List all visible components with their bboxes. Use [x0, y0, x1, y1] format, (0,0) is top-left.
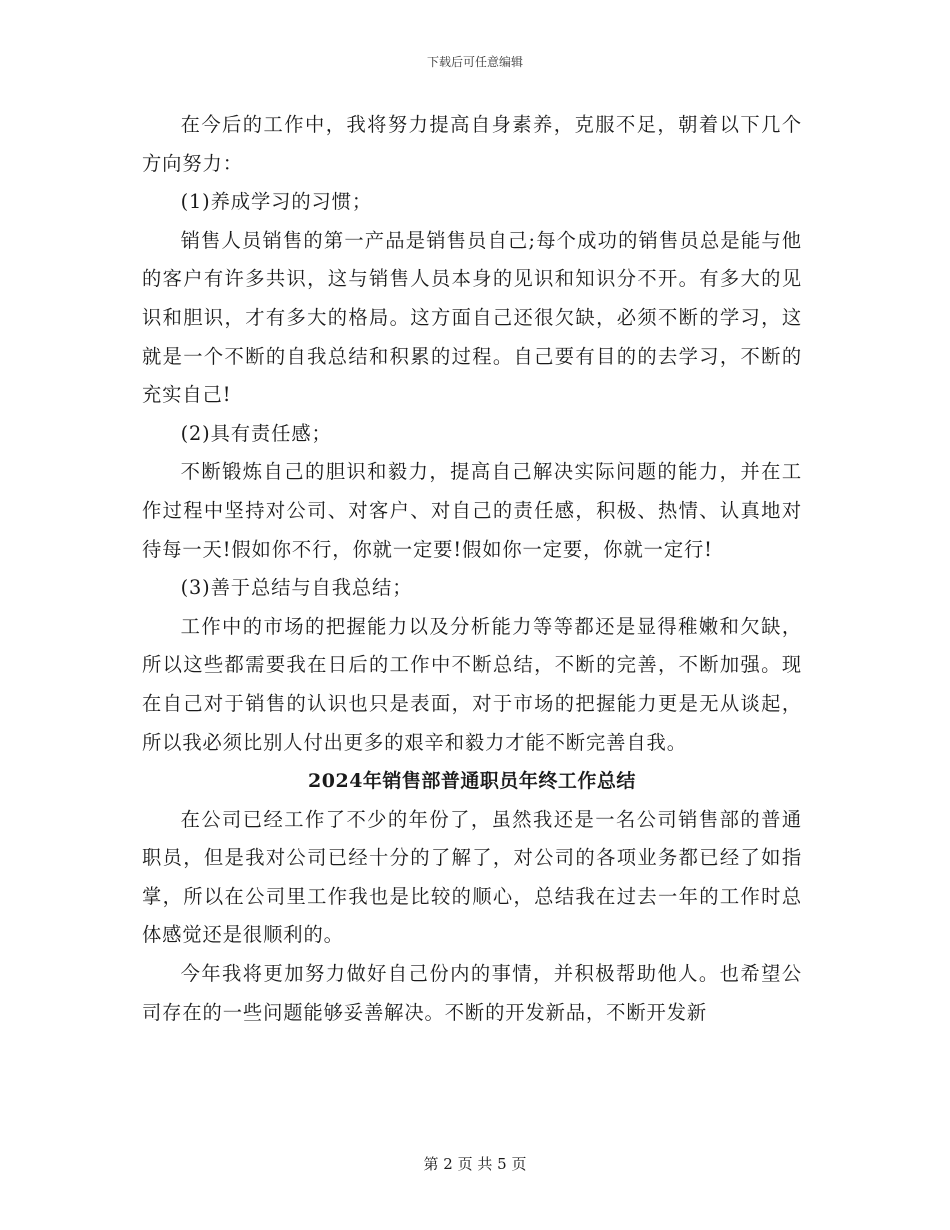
document-body: [142, 106, 802, 1032]
section-heading-learning: (1)养成学习的习惯；: [180, 190, 373, 214]
section-heading-summary: (3)善于总结与自我总结；: [180, 576, 413, 600]
paragraph-responsibility: 不断锻炼自己的胆识和毅力，提高自己解决实际问题的能力，并在工作过程中坚持对公司、对客户、对自己的责任感，积极、热情、认真地对待每一天!假如你不行，你就一定要!假如你一定要，你就一定行!: [142, 460, 802, 561]
paragraph-summary: 工作中的市场的把握能力以及分析能力等等都还是显得稚嫩和欠缺，所以这些都需要我在日后的工作中不断总结，不断的完善，不断加强。现在自己对于销售的认识也只是表面，对于市场的把握能力更是无从谈起，所以我必须比别人付出更多的艰辛和毅力才能不断完善自我。: [142, 614, 802, 754]
section-heading-responsibility: (2)具有责任感；: [180, 421, 332, 445]
paragraph-plans: 今年我将更加努力做好自己份内的事情，并积极帮助他人。也希望公司存在的一些问题能够妥善解决。不断的开发新品，不断开发新: [142, 962, 802, 1024]
paragraph-intro: 在今后的工作中，我将努力提高自身素养，克服不足，朝着以下几个方向努力：: [142, 113, 802, 175]
paragraph-learning: 销售人员销售的第一产品是销售员自己;每个成功的销售员总是能与他的客户有许多共识，这与销售人员本身的见识和知识分不开。有多大的见识和胆识，才有多大的格局。这方面自己还很欠缺，必须不断的学习，这就是一个不断的自我总结和积累的过程。自己要有目的的去学习，不断的充实自己!: [142, 228, 802, 407]
document-title: 2024年销售部普通职员年终工作总结: [308, 770, 636, 793]
paragraph-overview: 在公司已经工作了不少的年份了，虽然我还是一名公司销售部的普通职员，但是我对公司已经十分的了解了，对公司的各项业务都已经了如指掌，所以在公司里工作我也是比较的顺心，总结我在过去一年的工作时总体感觉还是很顺利的。: [142, 807, 802, 947]
page-header-note: 下载后可任意编辑: [426, 55, 523, 69]
page-number: 第 2 页 共 5 页: [423, 1155, 527, 1173]
